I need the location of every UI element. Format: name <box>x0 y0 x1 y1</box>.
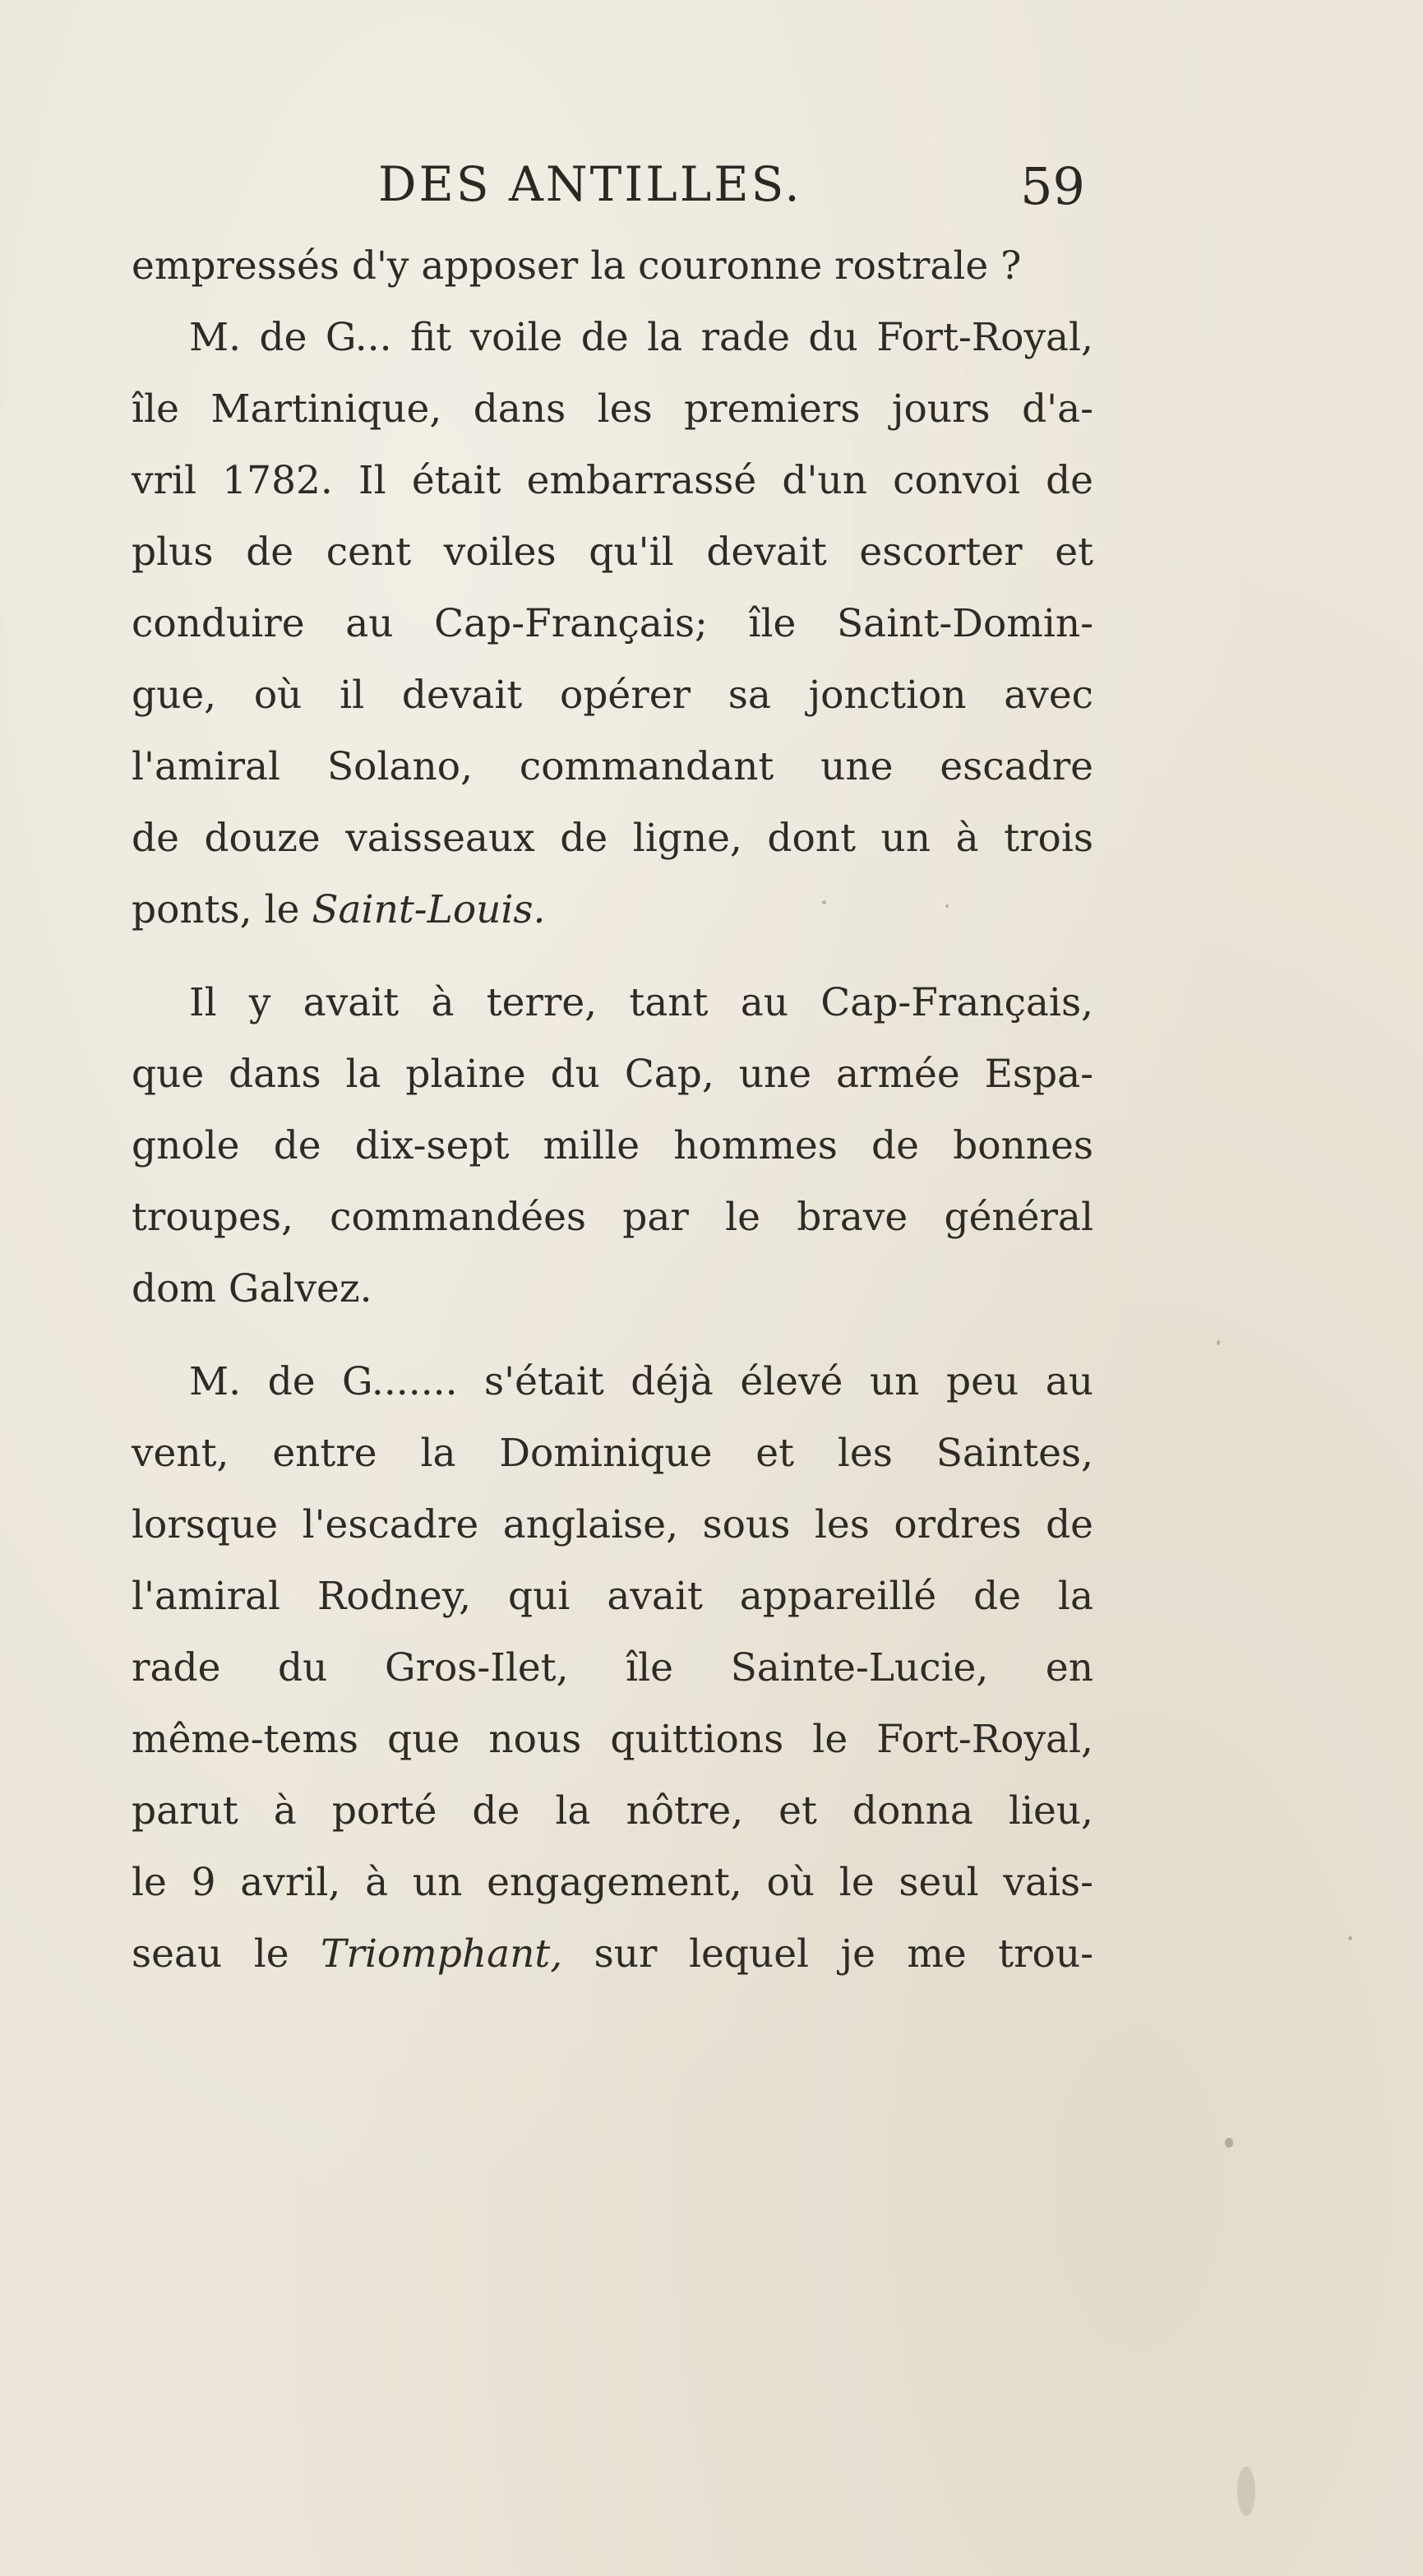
text-line: troupes, commandées par le brave général <box>132 1195 1093 1240</box>
text-line: que dans la plaine du Cap, une armée Espa- <box>132 1052 1093 1097</box>
text-line <box>132 874 1093 946</box>
text-line: rade du Gros-Ilet, île Sainte-Lucie, en <box>132 1645 1093 1690</box>
text-line: même-tems que nous quittions le Fort-Royal, <box>132 1717 1093 1762</box>
italic-title: Saint-Louis. <box>312 887 546 932</box>
paper-speck <box>822 900 826 904</box>
text-line: plus de cent voiles qu'il devait escorter et <box>132 530 1093 575</box>
text-run: sur lequel je me trou- <box>562 1931 1094 1977</box>
text-run: ponts, le <box>132 887 312 932</box>
text-line: lorsque l'escadre anglaise, sous les ordres de <box>132 1502 1093 1547</box>
text-line: l'amiral Solano, commandant une escadre <box>132 744 1093 789</box>
text-line: dom Galvez. <box>132 1266 372 1311</box>
running-title: DES ANTILLES. <box>378 156 802 212</box>
paper-speck <box>1217 1340 1220 1345</box>
italic-ship-name: Triomphant, <box>321 1931 563 1977</box>
page-number: 59 <box>1020 156 1085 216</box>
running-head <box>132 156 1085 230</box>
text-line: gue, où il devait opérer sa jonction avec <box>132 673 1093 718</box>
paper-speck <box>1225 2138 1233 2148</box>
text-line: gnole de dix-sept mille hommes de bonnes <box>132 1123 1093 1168</box>
text-run: seau le <box>132 1931 321 1977</box>
paper-speck <box>1237 2467 1255 2516</box>
text-line: conduire au Cap-Français; île Saint-Domin- <box>132 601 1093 646</box>
text-line: vril 1782. Il était embarrassé d'un convoi de <box>132 458 1093 503</box>
text-line: M. de G....... s'était déjà élevé un peu au <box>189 1359 1093 1404</box>
paper-speck <box>1348 1936 1352 1940</box>
text-block <box>132 230 1093 1990</box>
text-line: vent, entre la Dominique et les Saintes, <box>132 1431 1093 1476</box>
text-line: parut à porté de la nôtre, et donna lieu, <box>132 1788 1093 1834</box>
text-line: île Martinique, dans les premiers jours d'a- <box>132 386 1093 432</box>
text-line: de douze vaisseaux de ligne, dont un à trois <box>132 816 1093 861</box>
text-line: Il y avait à terre, tant au Cap-Français, <box>189 980 1093 1025</box>
text-line: l'amiral Rodney, qui avait appareillé de la <box>132 1574 1093 1619</box>
text-line: le 9 avril, à un engagement, où le seul vais- <box>132 1860 1093 1905</box>
paper-speck <box>945 904 949 908</box>
text-line: M. de G... fit voile de la rade du Fort-Royal, <box>189 315 1093 360</box>
text-line <box>132 1918 1093 1990</box>
text-line: empressés d'y apposer la couronne rostrale ? <box>132 243 1022 289</box>
